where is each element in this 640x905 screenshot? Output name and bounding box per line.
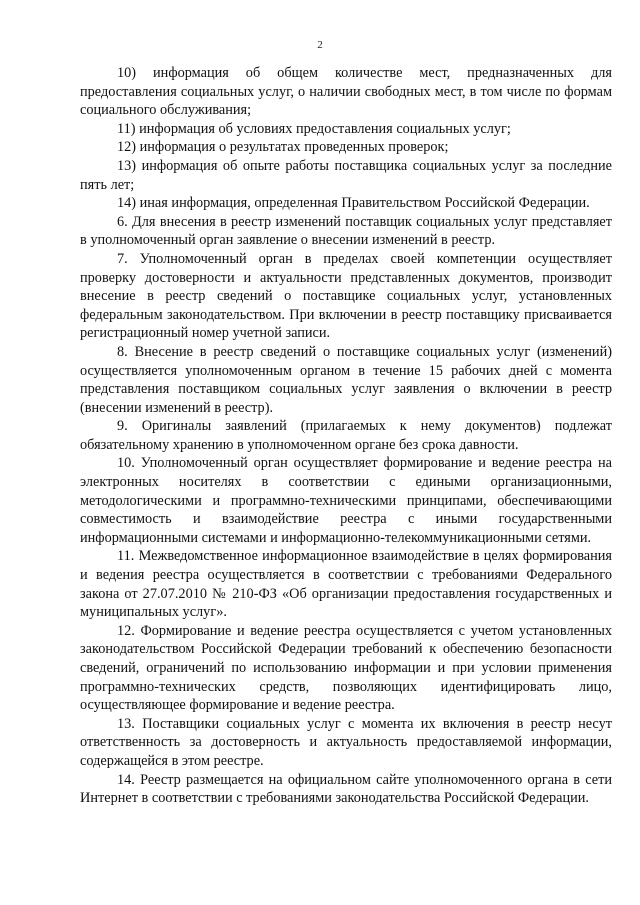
- paragraph-item-10-info-places: 10) информация об общем количестве мест, предназначенных для предоставления социальных услуг, о наличии свободных мест, в том числе по формам социального обслуживания;: [80, 65, 612, 119]
- paragraph-item-13-info-experience: 13) информация об опыте работы поставщика социальных услуг за последние пять лет;: [80, 157, 612, 193]
- paragraph-section-12: 12. Формирование и ведение реестра осуществляется с учетом установленных законодательством Российской Федерации требований к обеспечению безопасности сведений, ограничений по использованию информации и при условии применения программно-технических средств, позволяющих идентифицировать лицо, осуществляющее формирование и ведение реестра.: [80, 622, 612, 714]
- page-number: 2: [317, 39, 323, 51]
- paragraph-item-11-info-conditions: 11) информация об условиях предоставления социальных услуг;: [117, 120, 511, 137]
- paragraph-section-14: 14. Реестр размещается на официальном сайте уполномоченного органа в сети Интернет в соответствии с требованиями законодательства Российской Федерации.: [80, 771, 612, 807]
- paragraph-section-9: 9. Оригиналы заявлений (прилагаемых к нему документов) подлежат обязательному хранению в уполномоченном органе без срока давности.: [80, 418, 612, 453]
- paragraph-item-12-info-inspections: 12) информация о результатах проведенных проверок;: [117, 139, 449, 156]
- paragraph-section-7: 7. Уполномоченный орган в пределах своей компетенции осуществляет проверку достоверности и актуальности представленных документов, производит внесение в реестр сведений о поставщике социальных услуг, установленных федеральным законодательством. При включении в реестр поставщику присваивается регистрационный номер учетной записи.: [80, 250, 612, 342]
- paragraph-section-8: 8. Внесение в реестр сведений о поставщике социальных услуг (изменений) осуществляется уполномоченным органом в течение 15 рабочих дней с момента представления поставщиком социальных услуг заявления о включении в реестр (внесении изменений в реестр).: [80, 343, 612, 416]
- paragraph-section-6: 6. Для внесения в реестр изменений поставщик социальных услуг представляет в уполномоченный орган заявление о внесении изменений в реестр.: [80, 213, 612, 249]
- document-body: [80, 64, 612, 808]
- paragraph-section-10: 10. Уполномоченный орган осуществляет формирование и ведение реестра на электронных носителях в соответствии с едиными организационными, методологическими и программно-техническими принципами, обеспечивающими совместимость и взаимодействие реестра с иными государственными информационными системами и информационно-телекоммуникационными сетями.: [80, 455, 612, 546]
- paragraph-section-11: 11. Межведомственное информационное взаимодействие в целях формирования и ведения реестра осуществляется в соответствии с требованиями Федерального закона от 27.07.2010 № 210-ФЗ «Об организации предоставления государственных и муниципальных услуг».: [80, 548, 612, 621]
- paragraph-section-13: 13. Поставщики социальных услуг с момента их включения в реестр несут ответственность за достоверность и актуальность предоставляемой информации, содержащейся в этом реестре.: [80, 715, 612, 769]
- paragraph-item-14-other-info: 14) иная информация, определенная Правительством Российской Федерации.: [117, 195, 590, 212]
